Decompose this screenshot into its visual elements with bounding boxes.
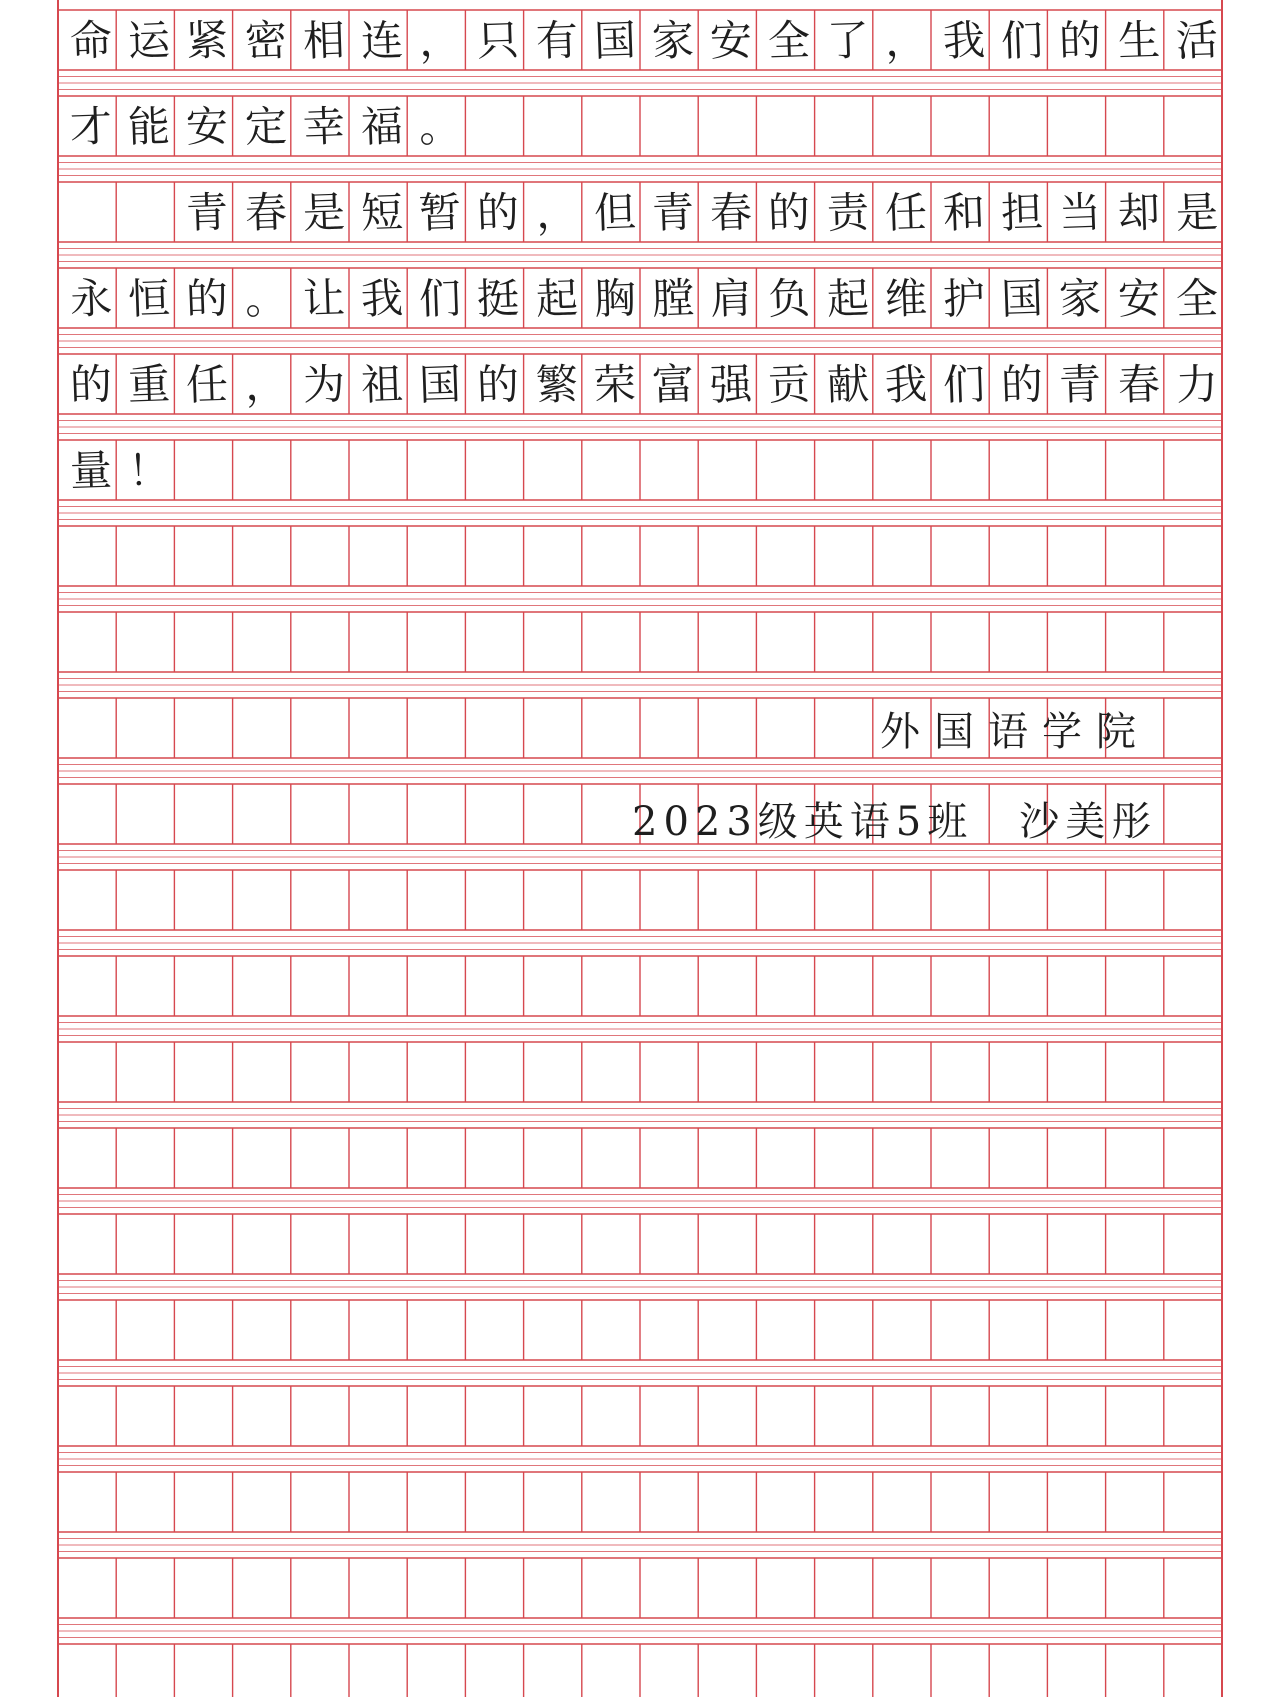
essay-character: 的 bbox=[1000, 359, 1045, 410]
essay-character: 。 bbox=[418, 101, 463, 152]
essay-character: 让 bbox=[301, 273, 346, 324]
essay-character: 祖 bbox=[360, 359, 404, 410]
essay-character: 的 bbox=[476, 359, 521, 410]
essay-character: 国 bbox=[1000, 273, 1045, 324]
essay-line bbox=[62, 184, 1222, 242]
essay-character: 强 bbox=[709, 359, 754, 410]
essay-character: 是 bbox=[1174, 187, 1219, 238]
essay-character: 维 bbox=[883, 273, 928, 324]
essay-character: 担 bbox=[1000, 187, 1045, 238]
signature-class-name: 2023级英语5班 沙美彤 bbox=[632, 799, 1158, 845]
essay-character: 。 bbox=[243, 273, 288, 324]
essay-line bbox=[62, 356, 1222, 414]
essay-character: 青 bbox=[185, 187, 230, 238]
essay-character: 却 bbox=[1116, 187, 1161, 238]
essay-character: 繁 bbox=[534, 359, 579, 410]
essay-character: ， bbox=[883, 15, 928, 66]
essay-character: 是 bbox=[301, 187, 346, 238]
essay-character: 荣 bbox=[592, 359, 637, 410]
essay-character: 连 bbox=[360, 15, 404, 66]
essay-character: 定 bbox=[243, 101, 288, 152]
essay-character: 肩 bbox=[709, 273, 754, 324]
essay-character: 幸 bbox=[301, 101, 346, 152]
essay-character: 全 bbox=[1174, 273, 1219, 324]
essay-character: 才 bbox=[69, 101, 113, 152]
essay-character: 量 bbox=[69, 445, 113, 496]
essay-character: 挺 bbox=[476, 273, 521, 324]
essay-character: 我 bbox=[883, 359, 928, 410]
essay-character: 相 bbox=[301, 15, 346, 66]
essay-character: 短 bbox=[360, 187, 404, 238]
essay-character: 起 bbox=[825, 273, 870, 324]
essay-character: 密 bbox=[243, 15, 288, 66]
essay-character: 任 bbox=[883, 187, 928, 238]
essay-character: 青 bbox=[1058, 359, 1103, 410]
essay-character: 责 bbox=[825, 187, 870, 238]
essay-character: 的 bbox=[1058, 15, 1103, 66]
essay-character: 们 bbox=[1000, 15, 1045, 66]
essay-character: 贡 bbox=[767, 359, 812, 410]
essay-character: 活 bbox=[1174, 15, 1219, 66]
essay-character: 有 bbox=[534, 15, 579, 66]
essay-character: 暂 bbox=[418, 187, 463, 238]
essay-character: 国 bbox=[592, 15, 637, 66]
essay-character: 的 bbox=[767, 187, 812, 238]
essay-character: 春 bbox=[243, 187, 288, 238]
essay-character: 负 bbox=[767, 273, 812, 324]
essay-character: 的 bbox=[185, 273, 230, 324]
essay-character: 家 bbox=[1058, 273, 1103, 324]
essay-character: 全 bbox=[767, 15, 812, 66]
essay-character: 护 bbox=[942, 273, 986, 324]
essay-character: 春 bbox=[1116, 359, 1161, 410]
signature-school: 外国语学院 bbox=[880, 709, 1150, 755]
essay-character: 们 bbox=[942, 359, 986, 410]
essay-character: 命 bbox=[69, 15, 113, 66]
essay-character: 永 bbox=[69, 273, 113, 324]
essay-character: 我 bbox=[942, 15, 986, 66]
essay-character: 膛 bbox=[651, 273, 695, 324]
essay-character: 富 bbox=[651, 359, 695, 410]
essay-character: 起 bbox=[534, 273, 579, 324]
essay-line bbox=[62, 270, 1222, 328]
essay-character: 国 bbox=[418, 359, 463, 410]
essay-character: 只 bbox=[476, 15, 521, 66]
essay-character: 为 bbox=[301, 359, 346, 410]
essay-character: 献 bbox=[825, 359, 870, 410]
essay-character: 胸 bbox=[592, 273, 637, 324]
essay-character: 任 bbox=[185, 359, 230, 410]
essay-character: ！ bbox=[127, 445, 172, 496]
essay-character: 生 bbox=[1116, 15, 1161, 66]
essay-character: 青 bbox=[651, 187, 695, 238]
essay-character: 当 bbox=[1058, 187, 1103, 238]
essay-character: 福 bbox=[360, 101, 404, 152]
essay-character: 的 bbox=[476, 187, 521, 238]
essay-character: 和 bbox=[942, 187, 986, 238]
essay-character: 紧 bbox=[185, 15, 230, 66]
essay-character: 能 bbox=[127, 101, 172, 152]
essay-character: 运 bbox=[127, 15, 172, 66]
essay-line bbox=[62, 12, 1222, 70]
essay-character: 力 bbox=[1174, 359, 1219, 410]
essay-character: 的 bbox=[69, 359, 113, 410]
essay-character: 家 bbox=[651, 15, 695, 66]
essay-character: 们 bbox=[418, 273, 463, 324]
essay-character: 恒 bbox=[127, 273, 172, 324]
essay-character: 重 bbox=[127, 359, 172, 410]
essay-character: 安 bbox=[185, 101, 230, 152]
essay-line bbox=[62, 98, 1222, 156]
essay-character: 了 bbox=[825, 15, 870, 66]
essay-line bbox=[62, 442, 1222, 500]
essay-character: ， bbox=[243, 359, 288, 410]
essay-character: 我 bbox=[360, 273, 404, 324]
essay-character: 春 bbox=[709, 187, 754, 238]
essay-character: 但 bbox=[592, 187, 637, 238]
essay-character: 安 bbox=[709, 15, 754, 66]
essay-character: 安 bbox=[1116, 273, 1161, 324]
essay-character: ， bbox=[534, 187, 579, 238]
essay-character: ， bbox=[418, 15, 463, 66]
